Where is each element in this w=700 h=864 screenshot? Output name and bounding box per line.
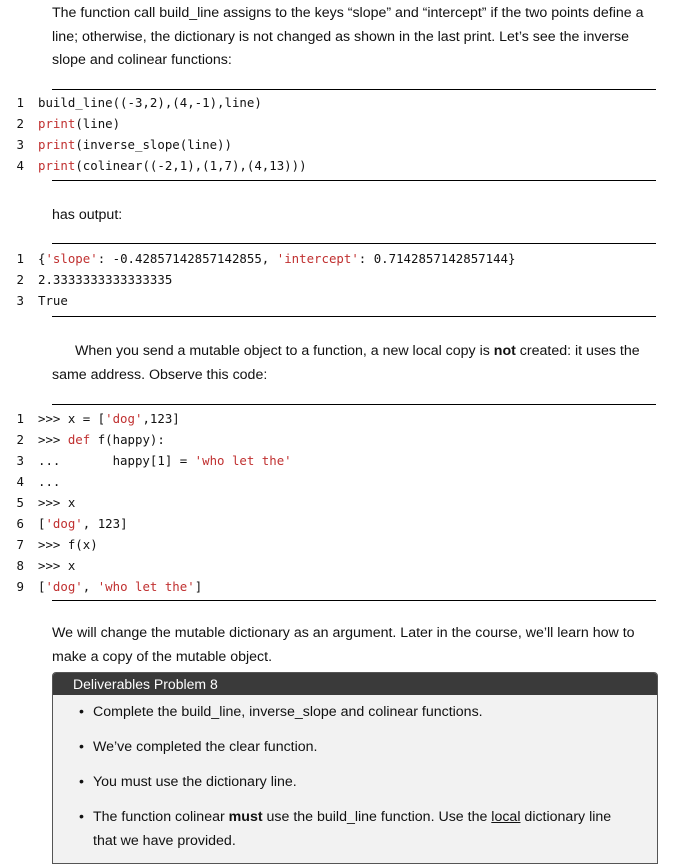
code-token: , — [82, 579, 98, 594]
code-token: >>> x — [38, 558, 76, 573]
line-number: 1 — [16, 251, 24, 266]
code-token: print — [38, 116, 76, 131]
mutable-paragraph-bold: not — [493, 343, 516, 359]
output-label: has output: — [52, 207, 123, 223]
code-token: 'who let the' — [97, 579, 195, 594]
line-number: 6 — [16, 516, 24, 531]
deliverables-box — [52, 672, 658, 864]
line-number: 3 — [16, 293, 24, 308]
bullet-icon: • — [79, 704, 84, 720]
code-block-2-top-rule — [52, 243, 656, 244]
code-token: : 0.7142857142857144} — [358, 251, 516, 266]
code-block-2-bottom-rule — [52, 316, 656, 317]
code-token: 'dog' — [45, 579, 83, 594]
code-token: [ — [38, 579, 46, 594]
code-line — [0, 92, 262, 113]
code-token: f(happy): — [90, 432, 165, 447]
code-line — [0, 408, 180, 429]
code-token: print — [38, 158, 76, 173]
line-number: 1 — [16, 95, 24, 110]
bullet-icon: • — [79, 809, 84, 825]
code-token: ... — [38, 474, 61, 489]
code-line — [0, 429, 165, 450]
code-token: (line) — [75, 116, 121, 131]
deliverable-item-4-bold: must — [228, 809, 263, 825]
mutable-paragraph-part1: When you send a mutable object to a function, a new local copy is — [75, 343, 494, 359]
line-number: 3 — [16, 453, 24, 468]
code-line — [0, 134, 232, 155]
code-token: (inverse_slope(line)) — [75, 137, 232, 152]
deliverable-item-1-text: Complete the build_line, inverse_slope and colinear functions. — [93, 704, 483, 720]
line-number: 9 — [16, 579, 24, 594]
deliverable-item-2 — [79, 736, 633, 760]
line-number: 8 — [16, 558, 24, 573]
deliverable-item-3 — [79, 771, 633, 795]
line-number: 1 — [16, 411, 24, 426]
code-line — [0, 155, 307, 176]
code-token: 'who let the' — [194, 453, 292, 468]
code-line — [0, 248, 515, 269]
code-token: ] — [194, 579, 203, 594]
code-token: : -0.42857142857142855, — [97, 251, 277, 266]
code-line — [0, 555, 75, 576]
deliverable-item-4-part1: The function colinear — [93, 809, 229, 825]
code-line — [0, 450, 292, 471]
code-block-3-bottom-rule — [52, 600, 656, 601]
line-number: 5 — [16, 495, 24, 510]
code-token: 'intercept' — [276, 251, 359, 266]
code-line — [0, 290, 68, 311]
code-token: print — [38, 137, 76, 152]
code-block-1-bottom-rule — [52, 180, 656, 181]
line-number: 2 — [16, 272, 24, 287]
code-token: ,123] — [142, 411, 180, 426]
mutable-paragraph-part2: created: it uses the same address. Observe this code: — [52, 343, 640, 383]
line-number: 2 — [16, 116, 24, 131]
code-token: build_line((-3,2),(4,-1),line) — [38, 95, 262, 110]
intro-paragraph: The function call build_line assigns to the keys “slope” and “intercept” if the two points define a line; otherwise, the dictionary is not changed as shown in the last print. Let’s see the inverse slope and colinear functions: — [52, 5, 644, 68]
deliverable-item-2-text: We’ve completed the clear function. — [93, 739, 318, 755]
line-number: 7 — [16, 537, 24, 552]
code-line — [0, 576, 202, 597]
code-line — [0, 534, 98, 555]
code-token: [ — [38, 516, 46, 531]
code-block-1-top-rule — [52, 89, 656, 90]
code-token: ... happy[1] = — [38, 453, 195, 468]
line-number: 4 — [16, 474, 24, 489]
code-token: True — [38, 293, 68, 308]
code-token: >>> x = [ — [38, 411, 106, 426]
outro-paragraph: We will change the mutable dictionary as an argument. Later in the course, we’ll learn how to make a copy of the mutable object. — [52, 625, 635, 665]
code-line — [0, 269, 172, 290]
code-line — [0, 471, 60, 492]
line-number: 4 — [16, 158, 24, 173]
code-token: >>> f(x) — [38, 537, 98, 552]
deliverable-item-1 — [79, 701, 633, 725]
deliverable-item-4 — [79, 806, 633, 853]
code-token: >>> — [38, 432, 68, 447]
bullet-icon: • — [79, 774, 84, 790]
deliverable-item-4-part2: use the build_line function. Use the — [262, 809, 492, 825]
code-line — [0, 113, 120, 134]
bullet-icon: • — [79, 739, 84, 755]
line-number: 2 — [16, 432, 24, 447]
code-token: 2.3333333333333335 — [38, 272, 173, 287]
code-token: def — [67, 432, 91, 447]
mutable-paragraph — [52, 340, 664, 387]
code-token: (colinear((-2,1),(1,7),(4,13))) — [75, 158, 307, 173]
code-line — [0, 513, 128, 534]
code-token: , 123] — [82, 516, 128, 531]
deliverable-item-3-text: You must use the dictionary line. — [93, 774, 297, 790]
deliverable-item-4-underline: local — [491, 809, 521, 825]
code-token: >>> x — [38, 495, 76, 510]
code-token: 'dog' — [105, 411, 143, 426]
code-token: 'slope' — [45, 251, 98, 266]
code-block-3-top-rule — [52, 404, 656, 405]
code-token: { — [38, 251, 46, 266]
deliverable-item-4-part3: dictionary line that we have provided. — [93, 809, 612, 849]
code-line — [0, 492, 75, 513]
line-number: 3 — [16, 137, 24, 152]
code-token: 'dog' — [45, 516, 83, 531]
deliverables-title: Deliverables Problem 8 — [53, 673, 657, 695]
